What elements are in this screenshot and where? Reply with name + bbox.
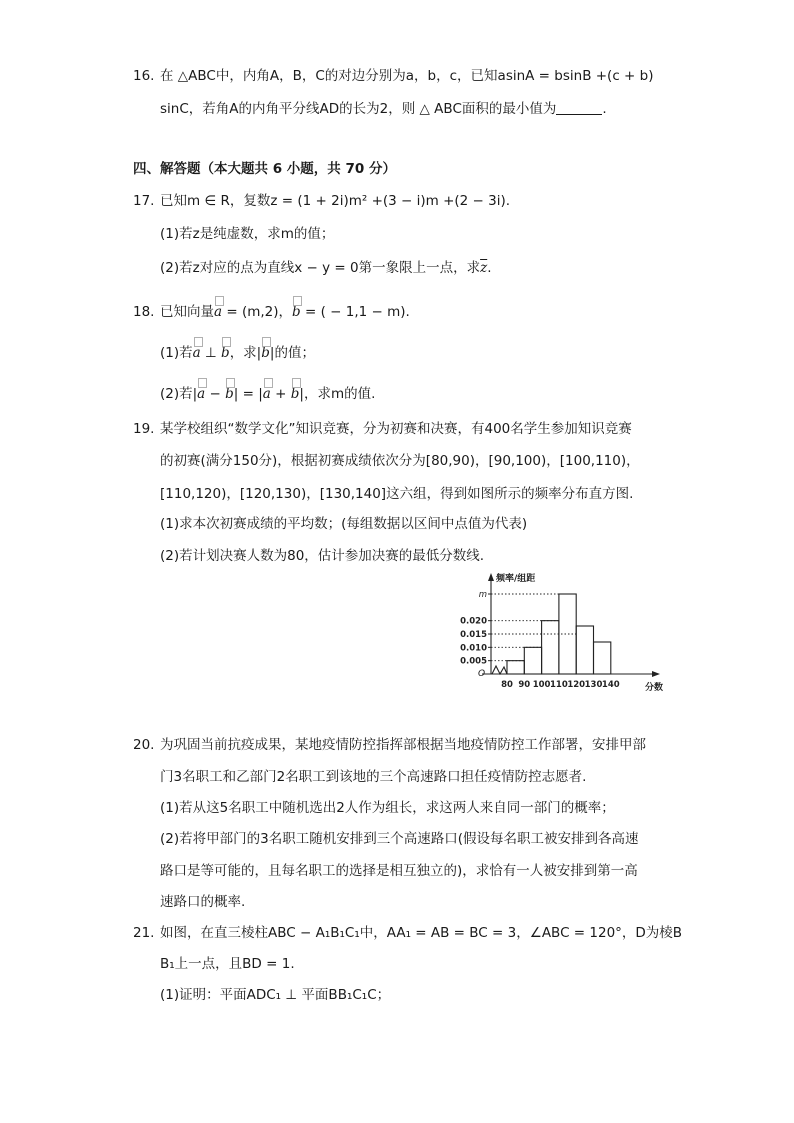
y-axis-arrow bbox=[488, 573, 494, 581]
question-20-line-1: 为巩固当前抗疫成果，某地疫情防控指挥部根据当地疫情防控工作部署，安排甲部 bbox=[160, 737, 646, 753]
part-text: (2)若z对应的点为直线x − y = 0第一象限上一点，求 bbox=[160, 260, 481, 276]
y-axis-label: 频率/组距 bbox=[496, 574, 536, 584]
x-axis-arrow bbox=[652, 671, 660, 677]
section-title: 四、解答题（本大题共 6 小题，共 70 分） bbox=[133, 161, 396, 177]
question-18-part-1 bbox=[160, 343, 315, 363]
histogram-bar bbox=[542, 621, 559, 674]
stem-text: 已知向量 bbox=[160, 304, 214, 320]
question-number: 18. bbox=[133, 304, 155, 320]
question-16-end: . bbox=[602, 101, 607, 117]
part-text: (1)若 bbox=[160, 345, 193, 361]
question-19-line-3: [110,120)，[120,130)，[130,140]这六组，得到如图所示的频率分布直方图. bbox=[160, 486, 634, 502]
frequency-histogram bbox=[440, 570, 670, 696]
part-text: | = | bbox=[233, 386, 263, 402]
vector-a-value: = (m,2)， bbox=[222, 304, 293, 320]
question-17-stem: 已知m ∈ R，复数z = (1 + 2i)m² +(3 − i)m +(2 − 3i). bbox=[160, 193, 511, 209]
axis-break bbox=[492, 666, 507, 674]
vector-a: a bbox=[192, 345, 201, 361]
vector-b: b bbox=[221, 345, 230, 361]
question-number: 19. bbox=[133, 421, 155, 437]
histogram-bar bbox=[576, 626, 593, 674]
minus-symbol: − bbox=[205, 386, 226, 402]
question-16-line-2 bbox=[160, 99, 607, 119]
y-tick-label: m bbox=[478, 590, 487, 600]
y-tick-label: 0.010 bbox=[460, 643, 487, 654]
x-tick-label: 100 bbox=[532, 680, 551, 690]
perp-symbol: ⊥ bbox=[200, 345, 222, 361]
question-16-text: sinC，若角A的内角平分线AD的长为2，则 △ ABC面积的最小值为 bbox=[160, 101, 557, 117]
question-17-part-2 bbox=[160, 258, 492, 278]
vector-a: a bbox=[262, 386, 271, 402]
question-20-line-2: 门3名职工和乙部门2名职工到该地的三个高速路口担任疫情防控志愿者. bbox=[160, 769, 587, 785]
vector-b: b bbox=[225, 386, 234, 402]
question-19-line-2: 的初赛(满分150分)，根据初赛成绩依次分为[80,90)，[90,100)，[100,110)， bbox=[160, 453, 640, 469]
vector-b: b bbox=[290, 386, 300, 402]
question-19-line-1: 某学校组织“数学文化”知识竞赛，分为初赛和决赛，有400名学生参加知识竞赛 bbox=[160, 421, 632, 437]
question-21-line-1: 如图，在直三棱柱ABC − A₁B₁C₁中，AA₁ = AB = BC = 3，∠ABC = 120°，D为棱B bbox=[160, 925, 683, 941]
part-text: (2)若| bbox=[160, 386, 198, 402]
question-20-part-2-line-2: 路口是等可能的，且每名职工的选择是相互独立的)，求恰有一人被安排到第一高 bbox=[160, 863, 638, 879]
question-number: 21. bbox=[133, 925, 155, 941]
answer-blank[interactable] bbox=[556, 100, 602, 115]
vector-b: b bbox=[261, 345, 270, 361]
part-text: |，求m的值. bbox=[299, 386, 376, 402]
question-number: 16. bbox=[133, 68, 155, 84]
question-20-part-2-line-1: (2)若将甲部门的3名职工随机安排到三个高速路口(假设每名职工被安排到各高速 bbox=[160, 831, 639, 847]
question-19-part-2: (2)若计划决赛人数为80，估计参加决赛的最低分数线. bbox=[160, 548, 485, 564]
question-21-line-2: B₁上一点，且BD = 1. bbox=[160, 956, 295, 972]
question-21-part-1: (1)证明：平面ADC₁ ⊥ 平面BB₁C₁C； bbox=[160, 987, 391, 1003]
vector-b: b bbox=[292, 304, 301, 320]
question-19-part-1: (1)求本次初赛成绩的平均数；(每组数据以区间中点值为代表) bbox=[160, 516, 528, 532]
x-tick-label: 140 bbox=[601, 680, 620, 690]
part-text: |的值； bbox=[269, 345, 315, 361]
vector-a: a bbox=[214, 304, 223, 320]
question-16-line-1: 在 △ABC中，内角A，B，C的对边分别为a，b，c，已知asinA = bsinB +(c + b) bbox=[160, 68, 654, 84]
x-tick-label: 130 bbox=[584, 680, 603, 690]
y-tick-label: 0.005 bbox=[460, 656, 487, 667]
x-axis-label: 分数 bbox=[645, 683, 664, 693]
vector-a: a bbox=[197, 386, 206, 402]
part-end: . bbox=[487, 260, 492, 276]
histogram-bar bbox=[594, 642, 611, 674]
histogram-bar bbox=[524, 647, 541, 674]
histogram-bar bbox=[507, 661, 524, 674]
question-18-stem bbox=[160, 302, 410, 322]
x-tick-label: 110 bbox=[550, 680, 568, 690]
vector-b-value: = ( − 1,1 − m). bbox=[300, 304, 410, 320]
x-tick-label: 80 bbox=[501, 680, 513, 690]
question-18-part-2 bbox=[160, 384, 375, 404]
x-tick-label: 120 bbox=[567, 680, 586, 690]
question-20-part-1: (1)若从这5名职工中随机选出2人作为组长，求这两人来自同一部门的概率； bbox=[160, 800, 615, 816]
question-number: 20. bbox=[133, 737, 155, 753]
conjugate-z: $\overline{z}$ bbox=[480, 260, 488, 276]
plus-symbol: + bbox=[270, 386, 291, 402]
part-text: ，求| bbox=[229, 345, 262, 361]
question-17-part-1: (1)若z是纯虚数，求m的值； bbox=[160, 226, 335, 242]
x-tick-label: 90 bbox=[518, 680, 531, 690]
question-number: 17. bbox=[133, 193, 155, 209]
y-tick-label: 0.015 bbox=[460, 630, 487, 640]
y-tick-label: 0.020 bbox=[460, 616, 487, 627]
question-20-part-2-line-3: 速路口的概率. bbox=[160, 894, 246, 910]
origin-label: O bbox=[478, 669, 486, 679]
